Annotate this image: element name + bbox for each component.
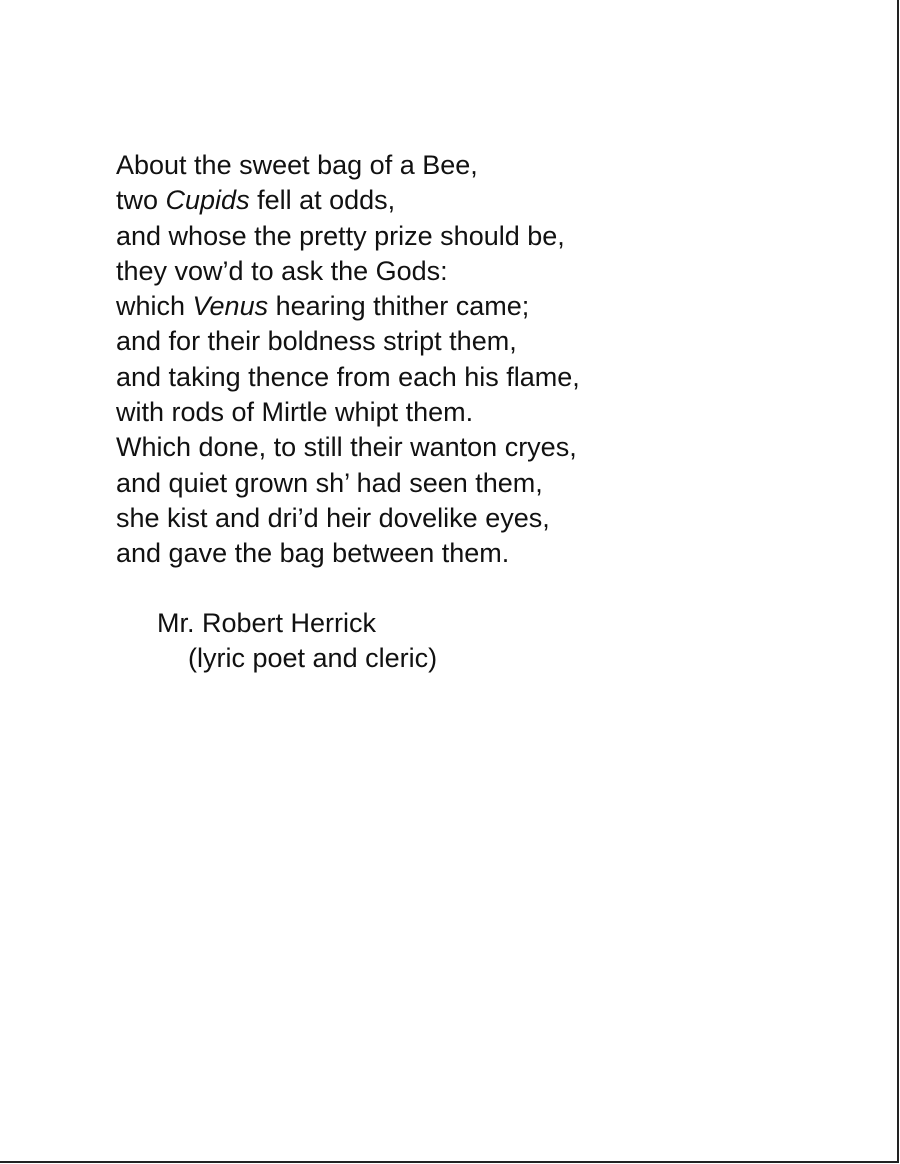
poem-line (116, 254, 580, 289)
poem-italic-word: Cupids (165, 185, 250, 216)
poem-text-segment: Which done, to still their wanton cryes, (116, 432, 577, 463)
poem-line (116, 430, 580, 465)
poem-text-segment: she kist and dri’d heir dovelike eyes, (116, 502, 550, 533)
poem-line (116, 360, 580, 395)
poem-line (116, 466, 580, 501)
poem-line (116, 289, 580, 324)
author-name: Mr. Robert Herrick (157, 608, 377, 638)
poem-italic-word: Venus (192, 291, 269, 322)
poem-text-segment: and for their boldness stript them, (116, 326, 517, 357)
poem-body (116, 148, 580, 572)
poem-line (116, 536, 580, 571)
poem-text-segment: they vow’d to ask the Gods: (116, 255, 448, 286)
poem-text-segment: fell at odds, (249, 185, 396, 216)
poem-text-segment: and taking thence from each his flame, (116, 361, 580, 392)
poem-text-segment: two (116, 185, 166, 216)
poem-line (116, 324, 580, 359)
poem-text-segment: which (116, 291, 193, 322)
poem-text-segment: and quiet grown sh’ had seen them, (116, 467, 543, 498)
poem-text-segment: with rods of Mirtle whipt them. (116, 397, 474, 428)
poem-line (116, 395, 580, 430)
poem-text-segment: and whose the pretty prize should be, (116, 220, 565, 251)
poem-line (116, 148, 580, 183)
author-descriptor: (lyric poet and cleric) (188, 643, 438, 673)
poem-line (116, 219, 580, 254)
poem-text-segment: and gave the bag between them. (116, 538, 510, 569)
poem-line (116, 501, 580, 536)
attribution (157, 606, 437, 676)
poem-text-segment: About the sweet bag of a Bee, (116, 150, 478, 180)
poem-line (116, 183, 580, 218)
poem-text-segment: hearing thither came; (268, 291, 530, 322)
